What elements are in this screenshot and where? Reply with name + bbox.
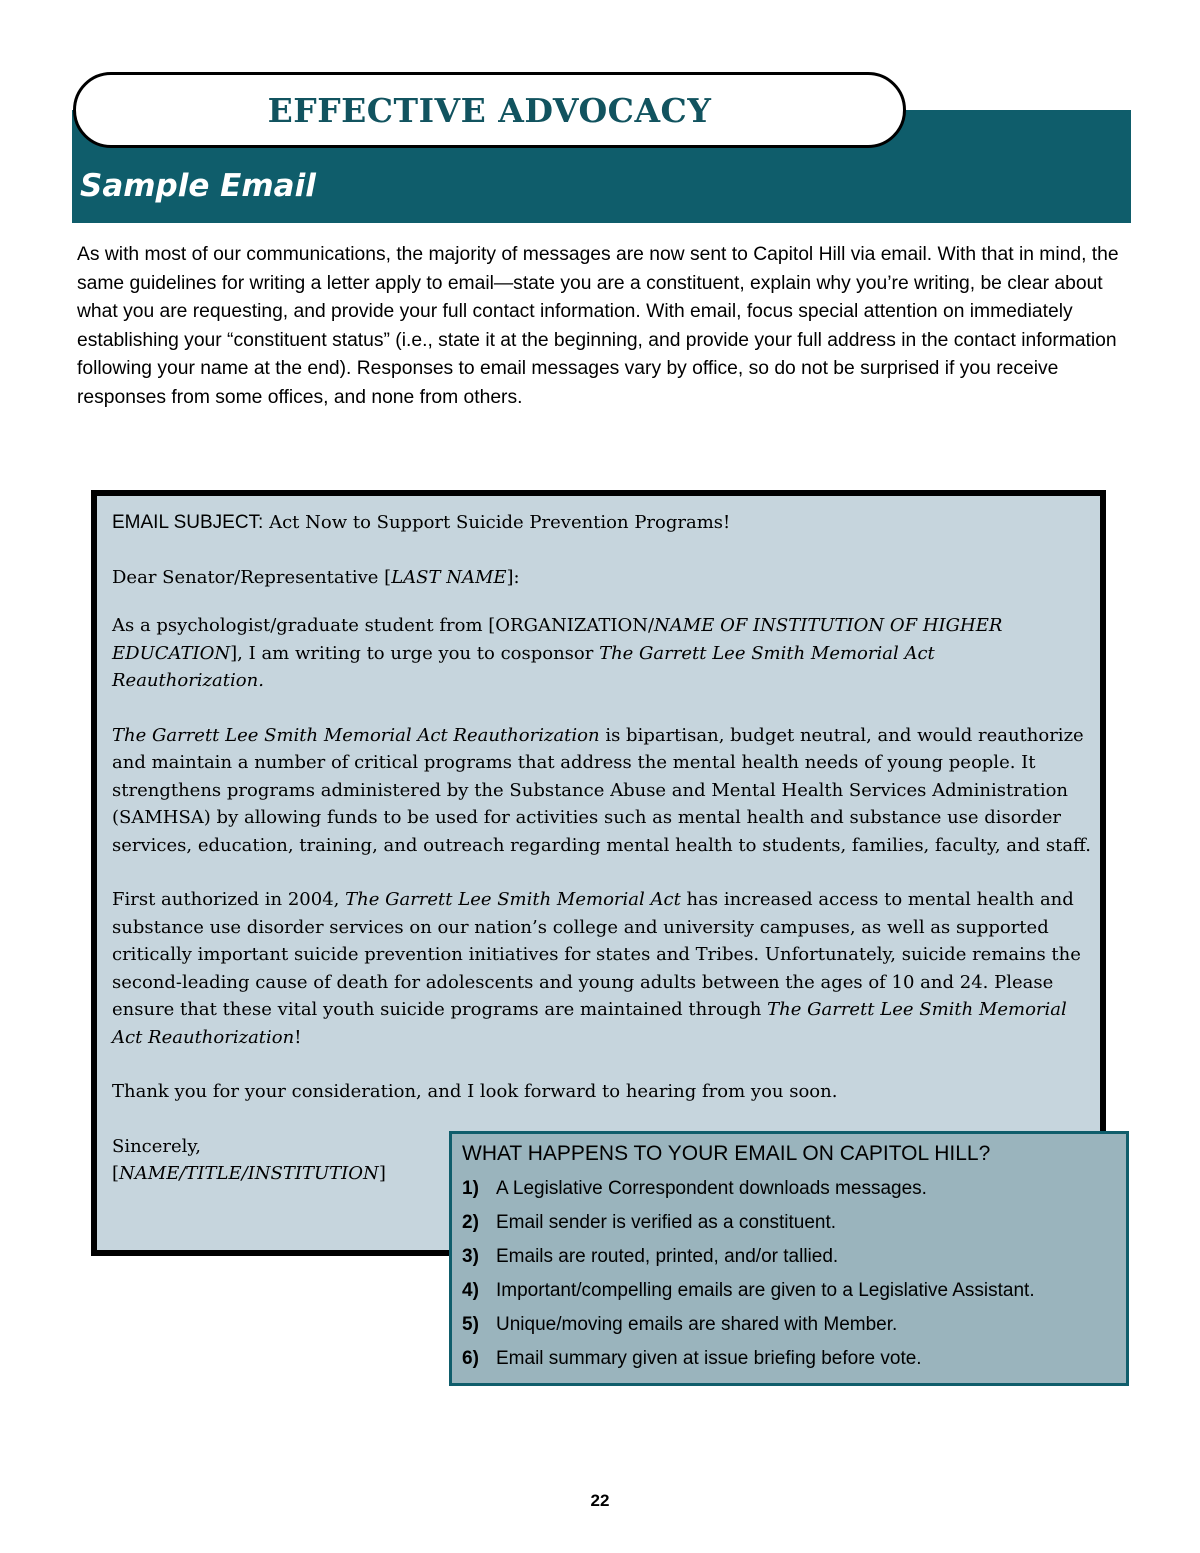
page-number: 22 <box>590 1491 610 1510</box>
sample-email-content <box>112 509 1092 1188</box>
process-step: 3) Emails are routed, printed, and/or tallied. <box>462 1246 839 1267</box>
email-paragraph-1: As a psychologist/graduate student from [ORGANIZATION/NAME OF INSTITUTION OF HIGHER EDUCATION], I am writing to urge you to cosponsor The Garrett Lee Smith Memorial Act Reauthorization. <box>112 615 1003 691</box>
email-paragraph-3: First authorized in 2004, The Garrett Lee Smith Memorial Act has increased access to mental health and substance use disorder services on our nation’s college and university campuses, as well as supported critically important suicide prevention initiatives for states and Tribes. Unfortunately, suicide remains the second-leading cause of death for adolescents and young adults between the ages of 10 and 24. Please ensure that these vital youth suicide programs are maintained through The Garrett Lee Smith Memorial Act Reauthorization! <box>112 889 1081 1048</box>
email-paragraph-2: The Garrett Lee Smith Memorial Act Reauthorization is bipartisan, budget neutral, and would reauthorize and maintain a number of critical programs that address the mental health needs of young people. It strengthens programs administered by the Substance Abuse and Mental Health Services Administration (SAMHSA) by allowing funds to be used for activities such as mental health and substance use disorder services, education, training, and outreach regarding mental health to students, families, faculty, and staff. <box>112 724 1091 856</box>
process-step: 4) Important/compelling emails are given to a Legislative Assistant. <box>462 1280 1035 1301</box>
process-step: 2) Email sender is verified as a constituent. <box>462 1212 837 1233</box>
intro-paragraph: As with most of our communications, the majority of messages are now sent to Capitol Hill via email. With that in mind, the same guidelines for writing a letter apply to email—state you are a constituent, explain why you’re writing, be clear about what you are requesting, and provide your full contact information. With email, focus special attention on immediately establishing your “constituent status” (i.e., state it at the beginning, and provide your full address in the contact information following your name at the end). Responses to email messages vary by office, so do not be surprised if you receive responses from some offices, and none from others. <box>77 244 1119 408</box>
email-subject: Act Now to Support Suicide Prevention Programs! <box>269 512 731 533</box>
email-subject-line <box>112 509 1092 537</box>
process-step: 5) Unique/moving emails are shared with Member. <box>462 1314 898 1335</box>
page-title: EFFECTIVE ADVOCACY <box>267 90 712 130</box>
email-signature: [NAME/TITLE/INSTITUTION] <box>112 1163 386 1184</box>
email-subject-label: EMAIL SUBJECT: <box>112 512 264 533</box>
process-steps-list <box>462 1172 1126 1376</box>
email-salutation: Dear Senator/Representative [LAST NAME]: <box>112 566 520 588</box>
capitol-hill-process-box <box>449 1131 1129 1386</box>
email-closing: Thank you for your consideration, and I look forward to hearing from you soon. <box>112 1081 838 1102</box>
process-box-title: WHAT HAPPENS TO YOUR EMAIL ON CAPITOL HILL? <box>462 1142 991 1165</box>
email-signoff: Sincerely, <box>112 1135 201 1157</box>
process-step: 6) Email summary given at issue briefing before vote. <box>462 1348 922 1369</box>
title-banner <box>73 72 906 148</box>
section-title: Sample Email <box>80 168 316 204</box>
process-step: 1) A Legislative Correspondent downloads messages. <box>462 1178 927 1199</box>
